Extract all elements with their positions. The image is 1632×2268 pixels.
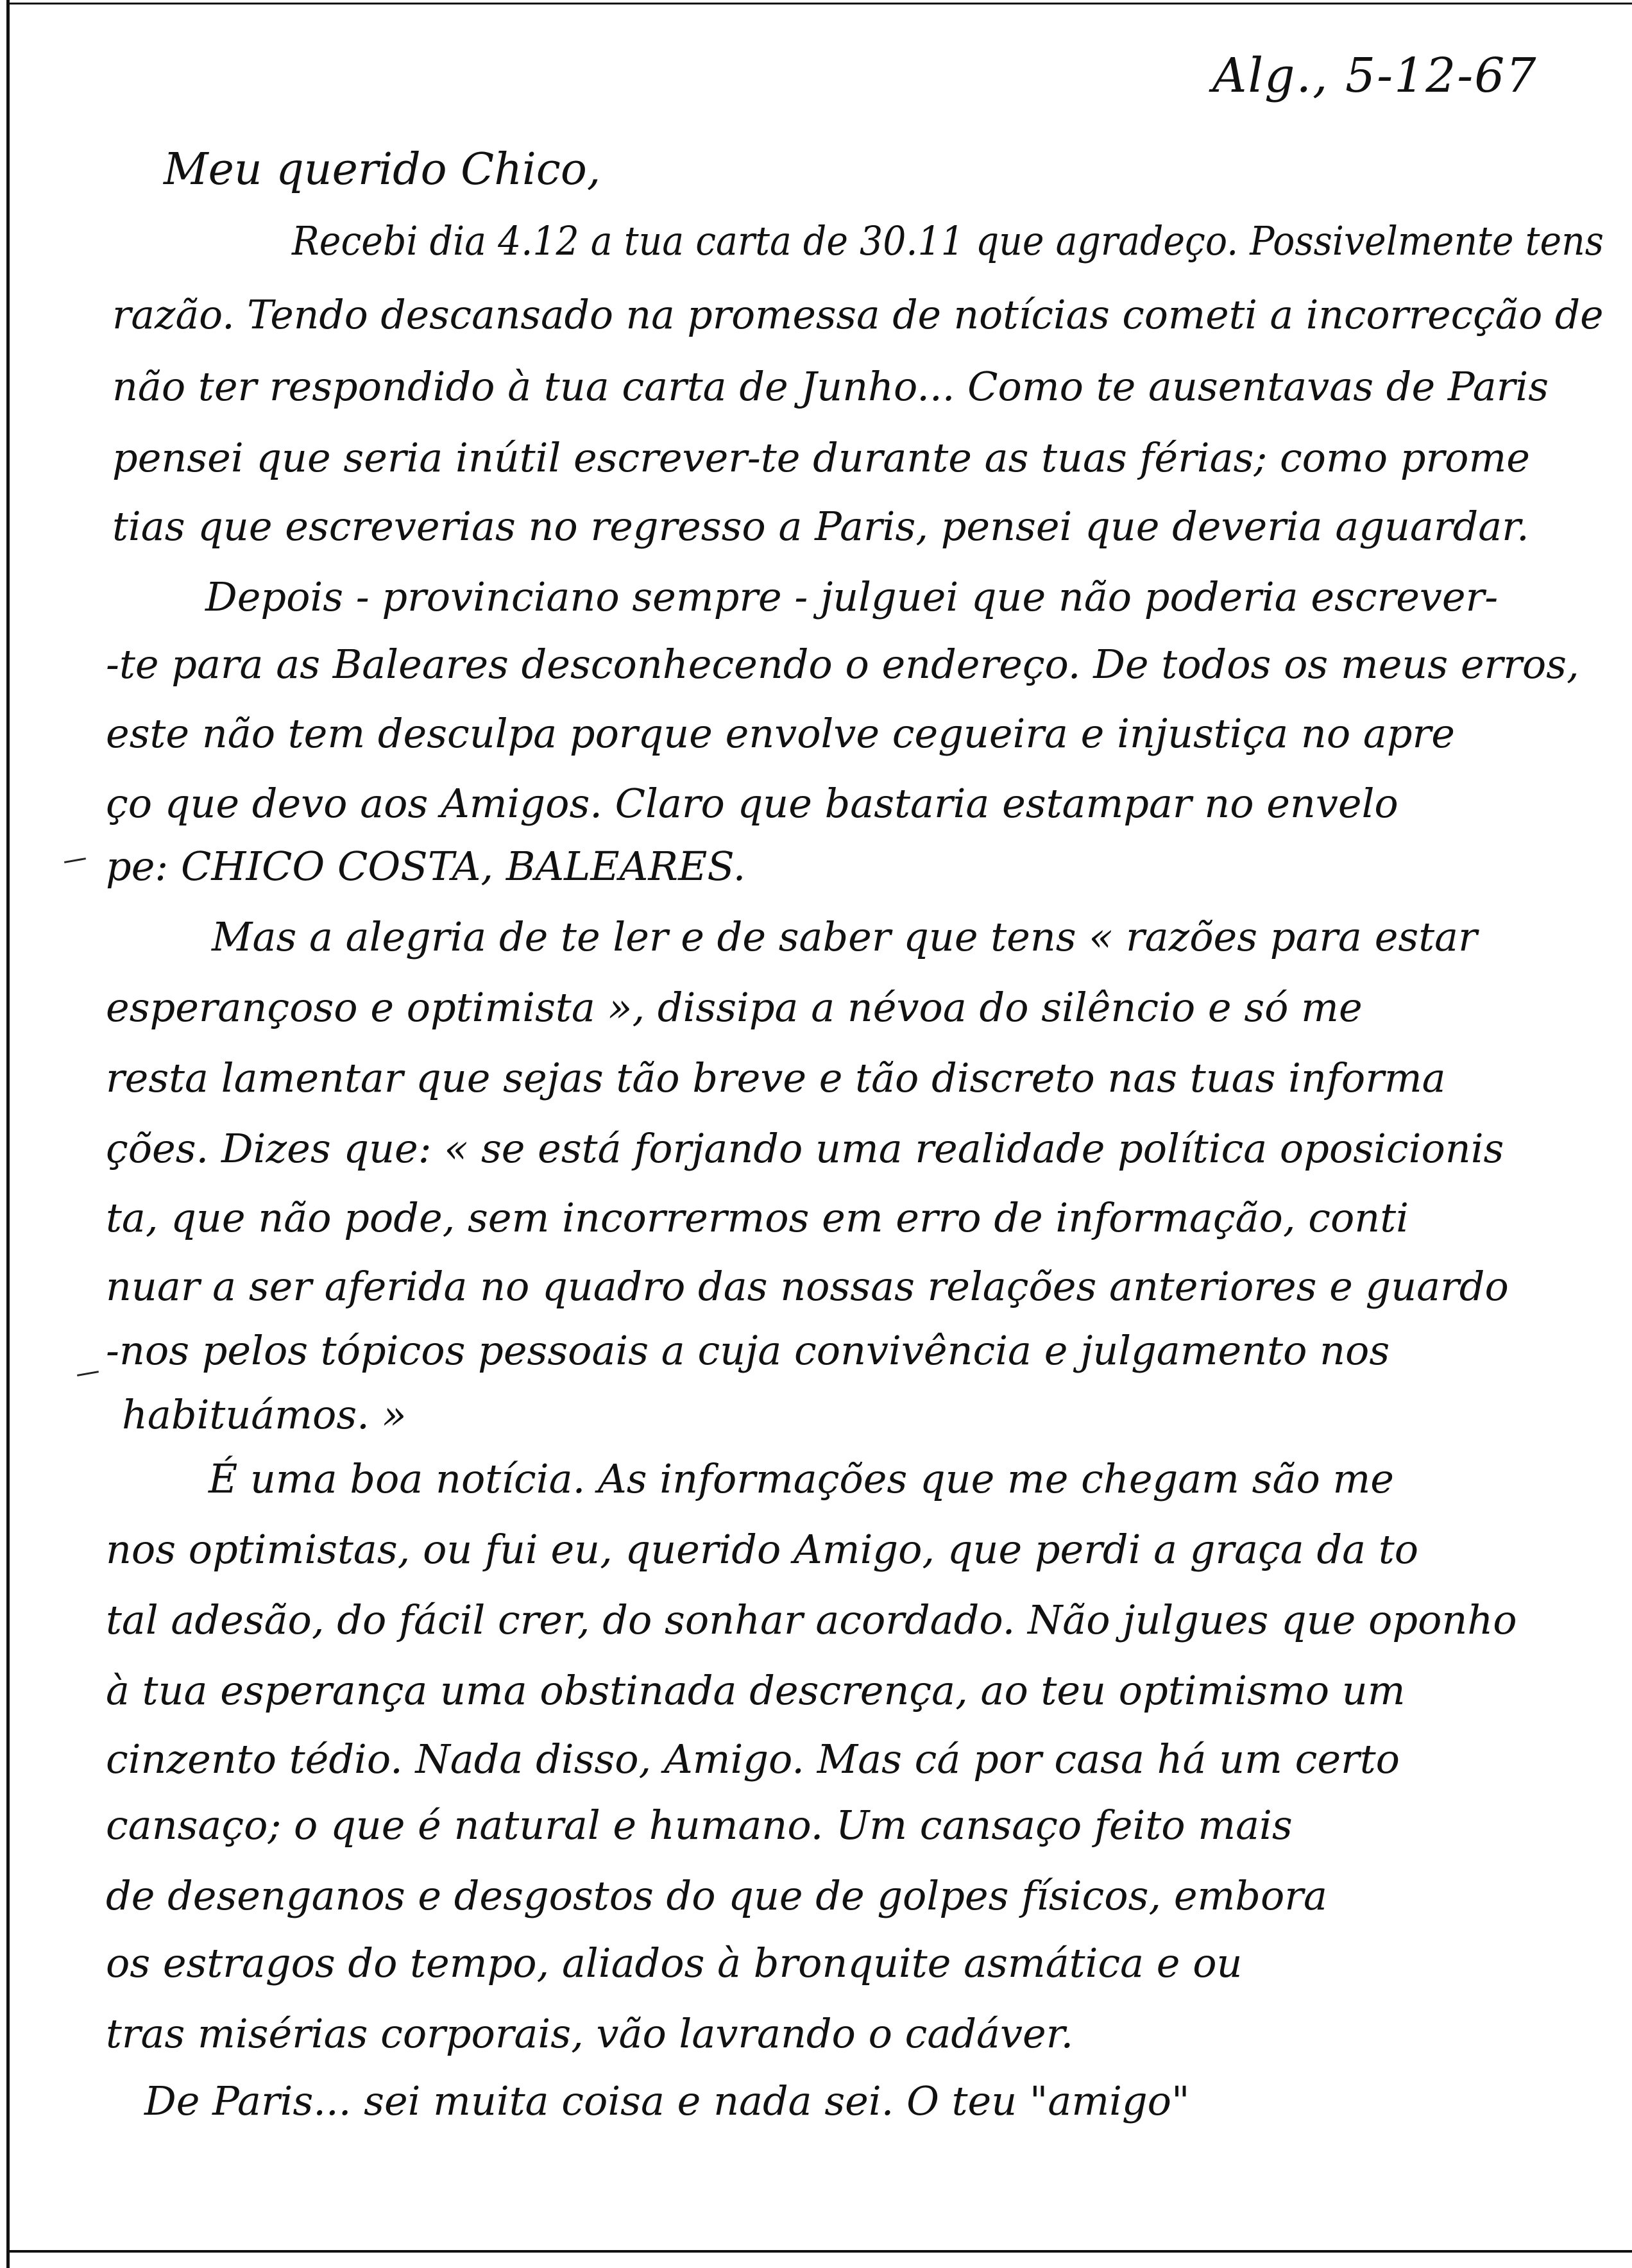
letter-line: ço que devo aos Amigos. Claro que bastaria estampar no envelo (106, 780, 1398, 827)
letter-line: -te para as Baleares desconhecendo o endereço. De todos os meus erros, (106, 641, 1579, 688)
letter-line: esperançoso e optimista », dissipa a névoa do silêncio e só me (106, 984, 1363, 1031)
margin-mark (77, 1371, 99, 1376)
margin-mark (64, 858, 86, 863)
letter-line: habituámos. » (122, 1391, 407, 1438)
letter-line: -nos pelos tópicos pessoais a cuja convivência e julgamento nos (106, 1327, 1390, 1374)
letter-line: ções. Dizes que: « se está forjando uma realidade política oposicionis (106, 1125, 1504, 1172)
letter-line: É uma boa notícia. As informações que me chegam são me (208, 1455, 1394, 1502)
letter-line: cansaço; o que é natural e humano. Um cansaço feito mais (106, 1802, 1293, 1849)
letter-line: à tua esperança uma obstinada descrença, ao teu optimismo um (106, 1667, 1406, 1714)
letter-line: este não tem desculpa porque envolve cegueira e injustiça no apre (106, 710, 1455, 757)
letter-line: tal adesão, do fácil crer, do sonhar acordado. Não julgues que oponho (106, 1596, 1517, 1643)
letter-line: resta lamentar que sejas tão breve e tão discreto nas tuas informa (106, 1054, 1446, 1101)
page-border-top (6, 3, 1632, 4)
letter-date: Alg., 5-12-67 (1212, 48, 1538, 103)
letter-line: razão. Tendo descansado na promessa de notícias cometi a incorrecção de (112, 291, 1604, 338)
letter-line: nos optimistas, ou fui eu, querido Amigo, que perdi a graça da to (106, 1526, 1419, 1573)
letter-line: pe: CHICO COSTA, BALEARES. (106, 843, 746, 890)
letter-line: tias que escreverias no regresso a Paris, pensei que deveria aguardar. (112, 503, 1529, 550)
page-border-bottom (6, 2250, 1632, 2253)
letter-line: Recebi dia 4.12 a tua carta de 30.11 que agradeço. Possivelmente tens (292, 217, 1604, 264)
letter-line: de desenganos e desgostos do que de golpes físicos, embora (106, 1872, 1327, 1919)
letter-line: De Paris... sei muita coisa e nada sei. O teu "amigo" (144, 2078, 1190, 2124)
letter-salutation: Meu querido Chico, (164, 144, 601, 195)
letter-line: tras misérias corporais, vão lavrando o cadáver. (106, 2010, 1074, 2057)
letter-line: os estragos do tempo, aliados à bronquite asmática e ou (106, 1940, 1243, 1986)
letter-line: ta, que não pode, sem incorrermos em erro de informação, conti (106, 1194, 1409, 1241)
letter-line: cinzento tédio. Nada disso, Amigo. Mas cá por casa há um certo (106, 1736, 1400, 1782)
letter-line: Mas a alegria de te ler e de saber que tens « razões para estar (212, 913, 1477, 960)
letter-line: pensei que seria inútil escrever-te durante as tuas férias; como prome (112, 434, 1530, 481)
letter-line: nuar a ser aferida no quadro das nossas relações anteriores e guardo (106, 1263, 1509, 1310)
page-border-left (6, 0, 10, 2268)
letter-line: Depois - provinciano sempre - julguei que não poderia escrever- (205, 573, 1499, 620)
letter-line: não ter respondido à tua carta de Junho... Como te ausentavas de Paris (112, 363, 1549, 410)
